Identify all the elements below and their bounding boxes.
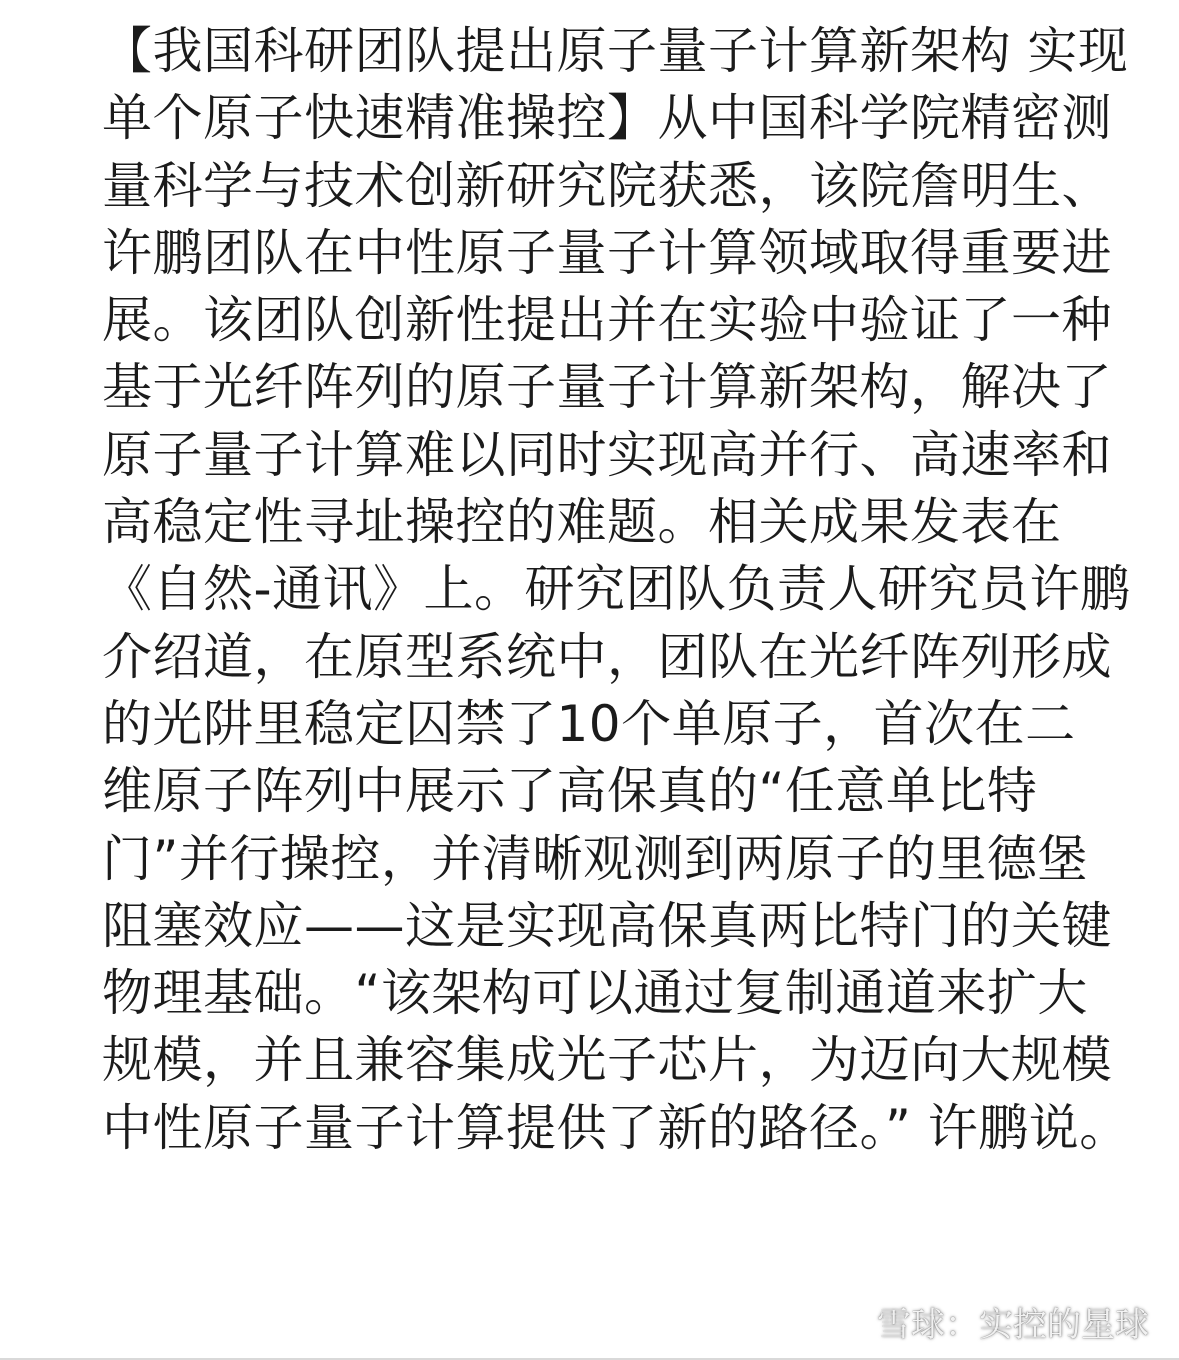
article-line: 维原子阵列中展示了高保真的“任意单比特: [102, 762, 1038, 821]
article-line: 【我国科研团队提出原子量子计算新架构 实现: [102, 22, 1129, 80]
article-line: 的光阱里稳定囚禁了10个单原子，首次在二: [102, 694, 1076, 753]
article-line: 门”并行操控，并清晰观测到两原子的里德堡: [102, 829, 1088, 888]
xueqiu-logo-icon: [829, 1302, 869, 1342]
article-line: 原子量子计算难以同时实现高并行、高速率和: [102, 425, 1112, 484]
article-body: [102, 18, 1132, 1162]
article-line: 基于光纤阵列的原子量子计算新架构，解决了: [102, 358, 1112, 417]
article-line: 许鹏团队在中性原子量子计算领域取得重要进: [102, 223, 1112, 282]
article-line: 展。该团队创新性提出并在实验中验证了一种: [102, 291, 1112, 350]
article-line: 《自然-通讯》上。研究团队负责人研究员许鹏: [102, 560, 1131, 619]
article-line: 阻塞效应——这是实现高保真两比特门的关键: [102, 896, 1112, 955]
article-line: 中性原子量子计算提供了新的路径。” 许鹏说。: [102, 1098, 1130, 1157]
article-line: 量科学与技术创新研究院获悉，该院詹明生、: [102, 156, 1112, 215]
watermark: [829, 1297, 1149, 1346]
article-line: 高稳定性寻址操控的难题。相关成果发表在: [102, 493, 1062, 552]
article-line: 单个原子快速精准操控】从中国科学院精密测: [102, 89, 1112, 148]
article-line: 规模，并且兼容集成光子芯片，为迈向大规模: [102, 1031, 1112, 1090]
watermark-text: 雪球：实控的星球: [877, 1305, 1149, 1345]
article-line: 介绍道，在原型系统中，团队在光纤阵列形成: [102, 627, 1112, 686]
article-line: 物理基础。“该架构可以通过复制通道来扩大: [102, 964, 1088, 1023]
